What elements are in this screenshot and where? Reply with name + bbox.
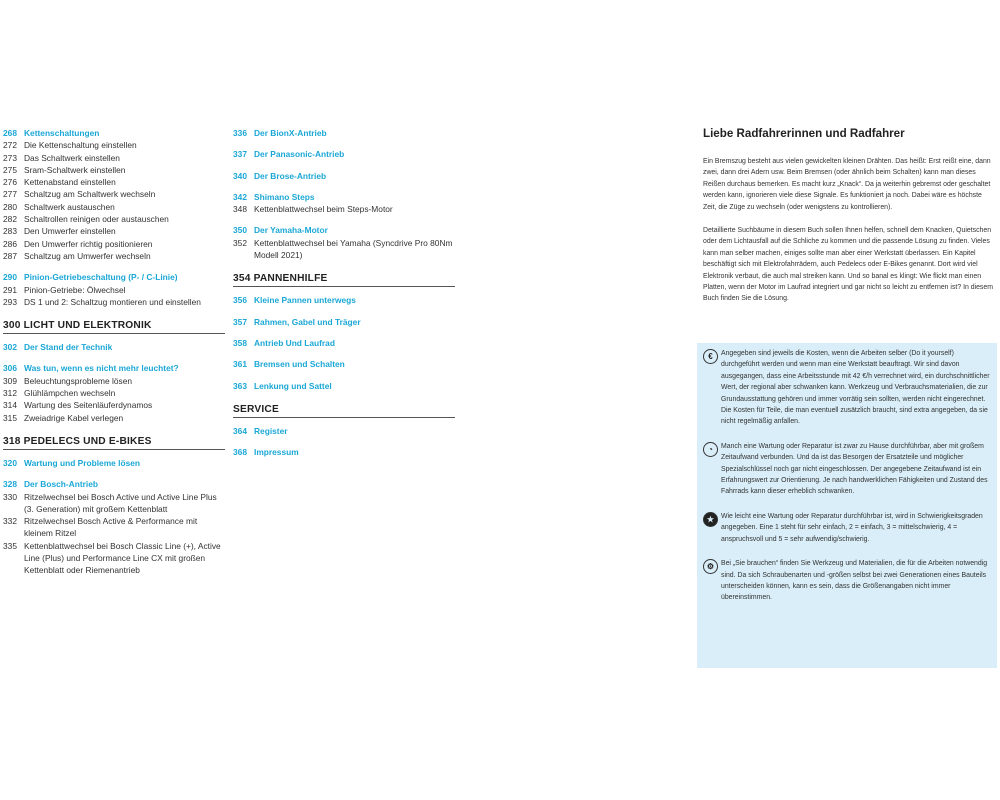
toc-title: Kleine Pannen unterwegs: [254, 295, 356, 306]
toc-entry: [3, 515, 225, 540]
toc-group: [233, 294, 455, 306]
legend-item-difficulty: [703, 511, 991, 545]
toc-chapter-entry: [233, 191, 455, 203]
toc-entry: [3, 491, 225, 516]
toc-column-1: [3, 127, 225, 577]
toc-group: [233, 358, 455, 370]
toc-chapter-entry: [233, 316, 455, 328]
intro-paragraph-1: Ein Bremszug besteht aus vielen gewickelten kleinen Drähten. Das heißt: Erst reißt eine, dann zwei, dann drei Adern usw. Beim Bremsen (oder ähnlich beim Schalten) kann man dieses Reißen durchaus bemerken. Es macht kurz „Knack“. Da ja weiterhin gebremst oder geschaltet werden kann, ignorieren viele diese Signale. Es funktioniert ja noch. Dabei wäre es höchste Zeit, die Züge zu wechseln (oder wenigstens zu kontrollieren).: [703, 158, 991, 211]
toc-title: DS 1 und 2: Schaltzug montieren und einstellen: [24, 296, 201, 307]
toc-page-number: 283: [3, 226, 17, 237]
toc-title: Kettenblattwechsel bei Yamaha (Syncdrive Pro 80Nm Modell 2021): [254, 237, 453, 261]
toc-title: Schaltwerk austauschen: [24, 201, 115, 212]
toc-page-number: 352: [233, 237, 247, 248]
toc-title: Zweiadrige Kabel verlegen: [24, 412, 124, 423]
toc-page-number: 286: [3, 238, 17, 249]
toc-entry: [3, 201, 225, 213]
toc-group: [233, 337, 455, 349]
toc-chapter-entry: [233, 224, 455, 236]
toc-title: Die Kettenschaltung einstellen: [24, 140, 137, 151]
toc-group: [233, 224, 455, 261]
toc-entry: [3, 139, 225, 151]
section-heading-licht: 300 LICHT UND ELEKTRONIK: [3, 320, 225, 334]
toc-entry: [233, 203, 455, 215]
toc-page-number: 332: [3, 516, 17, 527]
toc-group: [3, 362, 225, 423]
section-heading-service: SERVICE: [233, 404, 455, 418]
toc-page-number: 312: [3, 388, 17, 399]
toc-page-number: 356: [233, 295, 247, 306]
legend-item-time: [703, 441, 991, 498]
toc-entry: [3, 225, 225, 237]
toc-entry: [3, 399, 225, 411]
clock-icon: ◔: [703, 442, 718, 457]
toc-entry: [3, 387, 225, 399]
intro-paragraph-2: Detaillierte Suchbäume in diesem Buch sollen Ihnen helfen, schnell dem Knacken, Quietschen oder dem Lichtausfall auf die Schliche zu kommen und die passende Lösung zu finden. Vieles kann man selber machen, einiges sollte man aber einer Werkstatt überlassen. Ein Kapitel beschäftigt sich mit Elektrofahrrädern, auch Pedelecs oder E-Bikes genannt. Dort wird viel Elektronik verbaut, die auch mal streiken kann. Und so banal es klingt: Wie flickt man einen Platten, wenn der Motor im Laufrad integriert und gar nicht so leicht zu entfernen ist? In diesem Buch finden Sie die Lösung.: [703, 227, 993, 303]
toc-group: [233, 170, 455, 182]
toc-page-number: 268: [3, 128, 17, 138]
toc-title: Kettenschaltungen: [24, 128, 100, 138]
toc-title: Schaltzug am Umwerfer wechseln: [24, 250, 151, 261]
toc-title: Der Bosch-Antrieb: [24, 479, 98, 490]
toc-page-number: 330: [3, 491, 17, 502]
toc-title: Schaltzug am Schaltwerk wechseln: [24, 189, 156, 200]
toc-title: Kettenblattwechsel beim Steps-Motor: [254, 204, 393, 215]
toc-column-2: [233, 127, 455, 458]
toc-title: Ritzelwechsel bei Bosch Active und Active Line Plus (3. Generation) mit großem Kettenblatt: [24, 491, 217, 514]
toc-page-number: 342: [233, 191, 247, 202]
toc-title: Der BionX-Antrieb: [254, 128, 327, 138]
toc-group: [233, 191, 455, 216]
toc-chapter-entry: [233, 446, 455, 458]
toc-group: [3, 478, 225, 576]
star-icon: ★: [703, 512, 718, 527]
toc-group: [3, 127, 225, 262]
toc-entry: [3, 213, 225, 225]
section-heading-pedelecs: 318 PEDELECS UND E-BIKES: [3, 436, 225, 450]
toc-chapter-entry: [233, 337, 455, 349]
toc-entry: [3, 375, 225, 387]
toc-title: Schaltrollen reinigen oder austauschen: [24, 214, 169, 225]
toc-title: Shimano Steps: [254, 191, 315, 202]
toc-chapter-entry: [233, 358, 455, 370]
toc-title: Den Umwerfer einstellen: [24, 226, 116, 237]
toc-title: Impressum: [254, 447, 299, 458]
toc-chapter-entry: [3, 127, 225, 139]
toc-title: Wartung und Probleme lösen: [24, 457, 141, 468]
toc-chapter-entry: [233, 170, 455, 182]
toc-title: Den Umwerfer richtig positionieren: [24, 238, 153, 249]
toc-page-number: 368: [233, 447, 247, 458]
toc-entry: [3, 296, 225, 308]
toc-group: [233, 425, 455, 437]
toc-title: Kettenblattwechsel bei Bosch Classic Line (+), Active Line (Plus) und Performance Line CX mit großen Kettenblatt oder Riemenantrieb: [24, 540, 221, 576]
toc-title: Beleuchtungsprobleme lösen: [24, 375, 133, 386]
toc-chapter-entry: [233, 148, 455, 160]
toc-title: Glühlämpchen wechseln: [24, 388, 116, 399]
toc-chapter-entry: [3, 478, 225, 490]
toc-title: Register: [254, 425, 288, 436]
toc-chapter-entry: [3, 457, 225, 469]
toc-page-number: 328: [3, 479, 17, 490]
toc-title: Lenkung und Sattel: [254, 380, 332, 391]
toc-page-number: 276: [3, 177, 17, 188]
toc-group: [3, 341, 225, 353]
toc-entry: [3, 238, 225, 250]
toc-page-number: 337: [233, 149, 247, 160]
toc-page-number: 350: [233, 225, 247, 236]
toc-group: [233, 316, 455, 328]
toc-entry: [3, 152, 225, 164]
toc-page-number: 277: [3, 189, 17, 200]
toc-title: Antrieb Und Laufrad: [254, 337, 335, 348]
toc-page-number: 290: [3, 272, 17, 283]
toc-page-number: 348: [233, 204, 247, 215]
toc-page-number: 314: [3, 400, 17, 411]
toc-chapter-entry: [233, 380, 455, 392]
toc-title: Ritzelwechsel Bosch Active & Performance mit kleinem Ritzel: [24, 516, 198, 539]
tools-icon: ⚙: [703, 559, 718, 574]
toc-title: Bremsen und Schalten: [254, 359, 345, 370]
toc-chapter-entry: [3, 341, 225, 353]
toc-title: Kettenabstand einstellen: [24, 177, 116, 188]
toc-page-number: 302: [3, 342, 17, 353]
toc-chapter-entry: [233, 294, 455, 306]
toc-entry: [3, 176, 225, 188]
toc-title: Was tun, wenn es nicht mehr leuchtet?: [24, 363, 179, 374]
toc-page-number: 364: [233, 425, 247, 436]
toc-title: Sram-Schaltwerk einstellen: [24, 164, 126, 175]
toc-page-number: 336: [233, 128, 247, 138]
toc-entry: [3, 284, 225, 296]
toc-entry: [3, 250, 225, 262]
intro-column: [703, 127, 995, 317]
toc-page-number: 335: [3, 540, 17, 551]
toc-group: [233, 148, 455, 160]
toc-group: [233, 446, 455, 458]
toc-page-number: 282: [3, 214, 17, 225]
toc-title: Pinion-Getriebe: Ölwechsel: [24, 284, 126, 295]
toc-page-number: 287: [3, 250, 17, 261]
toc-page-number: 320: [3, 457, 17, 468]
legend-infobox: [697, 343, 997, 668]
toc-title: Das Schaltwerk einstellen: [24, 152, 120, 163]
toc-title: Pinion-Getriebeschaltung (P- / C-Linie): [24, 272, 178, 283]
toc-page-number: 340: [233, 170, 247, 181]
toc-entry: [3, 188, 225, 200]
toc-group: [3, 457, 225, 469]
toc-title: Der Yamaha-Motor: [254, 225, 328, 236]
toc-title: Der Panasonic-Antrieb: [254, 149, 345, 160]
toc-entry: [3, 412, 225, 424]
toc-page-number: 363: [233, 380, 247, 391]
legend-item-cost: [703, 348, 991, 428]
toc-group: [3, 271, 225, 308]
toc-chapter-entry: [3, 271, 225, 283]
legend-text: Wie leicht eine Wartung oder Reparatur durchführbar ist, wird in Schwierigkeitsgraden angegeben. Eine 1 steht für sehr einfach, 2 = einfach, 3 = mittelschwierig, 4 = anspruchsvoll und 5 = sehr aufwendig/schwierig.: [721, 512, 983, 543]
toc-chapter-entry: [233, 127, 455, 139]
toc-chapter-entry: [233, 425, 455, 437]
toc-entry: [3, 164, 225, 176]
toc-title: Der Brose-Antrieb: [254, 170, 327, 181]
toc-page-number: 306: [3, 363, 17, 374]
toc-group: [233, 127, 455, 139]
legend-text: Bei „Sie brauchen“ finden Sie Werkzeug und Materialien, die für die Arbeiten notwendig sind. Da sich Schraubenarten und -größen selbst bei zwei Generationen eines Bauteils unterscheiden können, kann es sein, dass die Größenangaben nicht immer übereinstimmen.: [721, 560, 988, 602]
toc-page-number: 309: [3, 375, 17, 386]
toc-page-number: 275: [3, 164, 17, 175]
toc-group: [233, 380, 455, 392]
toc-page-number: 291: [3, 284, 17, 295]
legend-text: Manch eine Wartung oder Reparatur ist zwar zu Hause durchführbar, aber mit großem Zeitaufwand verbunden. Und da ist das Besorgen der Ersatzteile und möglicher Spezialschlüssel noch gar nicht eingeschlossen. Der angegebene Zeitaufwand ist ein Erfahrungswert zur Orientierung. Je nach handwerklichen Fähigkeiten und Zustand des Fahrrads kann dieser erheblich schwanken.: [721, 442, 988, 496]
legend-text: Angegeben sind jeweils die Kosten, wenn die Arbeiten selber (Do it yourself) durchgeführt werden und wenn man eine Werkstatt beauftragt. Wir sind davon ausgegangen, dass eine Arbeitsstunde mit 42 €/h verrechnet wird, ein durchschnittlicher Wert, der regional aber schwanken kann. Werkzeug und Verbrauchsmaterialien, die zur Grundausstattung gehören und immer vorrätig sein sollten, werden nicht eingerechnet. Die Kosten für Teile, die man eventuell zusätzlich braucht, sind extra angegeben, da sie nicht regelmäßig anfallen.: [721, 350, 990, 426]
toc-page-number: 361: [233, 359, 247, 370]
toc-page-number: 357: [233, 316, 247, 327]
toc-title: Der Stand der Technik: [24, 342, 113, 353]
section-heading-pannenhilfe: 354 PANNENHILFE: [233, 273, 455, 287]
euro-icon: €: [703, 349, 718, 364]
toc-page-number: 280: [3, 201, 17, 212]
toc-chapter-entry: [3, 362, 225, 374]
intro-heading: Liebe Radfahrerinnen und Radfahrer: [703, 127, 905, 140]
legend-item-tools: [703, 558, 991, 604]
toc-page-number: 273: [3, 152, 17, 163]
toc-page-number: 272: [3, 140, 17, 151]
toc-page-number: 315: [3, 412, 17, 423]
toc-page-number: 358: [233, 337, 247, 348]
toc-entry: [3, 540, 225, 577]
toc-title: Rahmen, Gabel und Träger: [254, 316, 361, 327]
toc-page-number: 293: [3, 296, 17, 307]
toc-title: Wartung des Seitenläuferdynamos: [24, 400, 153, 411]
toc-entry: [233, 237, 455, 262]
